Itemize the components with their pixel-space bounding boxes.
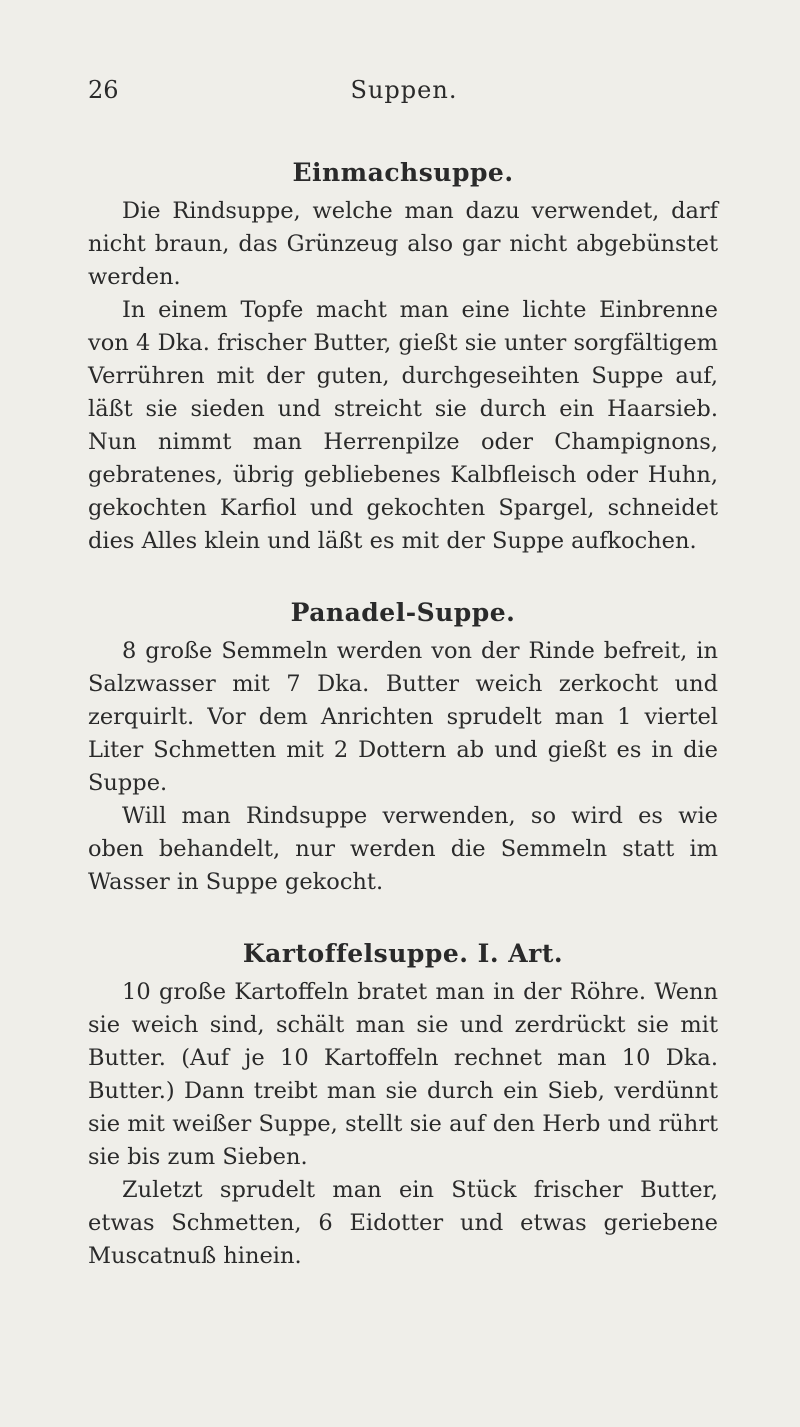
paragraph: In einem Topfe macht man eine lichte Einbrenne von 4 Dka. frischer Butter, gießt sie unter sorgfältigem Verrühren mit der guten, durchgeseihten Suppe auf, läßt sie sieden und streicht sie durch ein Haarsieb. Nun nimmt man Herrenpilze oder Champignons, gebratenes, übrig gebliebenes Kalbfleisch oder Huhn, gekochten Karfiol und gekochten Spargel, schneidet dies Alles klein und läßt es mit der Suppe aufkochen. xyxy=(88,297,718,554)
section-title: Panadel-Suppe. xyxy=(290,598,516,627)
page-header xyxy=(88,76,720,110)
section-title: Einmachsuppe. xyxy=(292,158,514,187)
paragraph: 10 große Kartoffeln bratet man in der Röhre. Wenn sie weich sind, schält man sie und zerdrückt sie mit Butter. (Auf je 10 Kartoffeln rechnet man 10 Dka. Butter.) Dann treibt man sie durch ein Sieb, verdünnt sie mit weißer Suppe, stellt sie auf den Herb und rührt sie bis zum Sieben. xyxy=(88,979,718,1170)
paragraph: 8 große Semmeln werden von der Rinde befreit, in Salzwasser mit 7 Dka. Butter weich zerkocht und zerquirlt. Vor dem Anrichten sprudelt man 1 viertel Liter Schmetten mit 2 Dottern ab und gießt es in die Suppe. xyxy=(88,638,718,796)
page-body xyxy=(88,158,718,1273)
paragraph: Zuletzt sprudelt man ein Stück frischer Butter, etwas Schmetten, 6 Eidotter und etwas geriebene Muscatnuß hinein. xyxy=(88,1177,718,1269)
recipe-section xyxy=(88,939,718,1273)
recipe-section xyxy=(88,598,718,899)
running-title: Suppen. xyxy=(350,76,458,104)
section-title: Kartoffelsuppe. I. Art. xyxy=(242,939,564,968)
paragraph: Die Rindsuppe, welche man dazu verwendet, darf nicht braun, das Grünzeug also gar nicht abgebünstet werden. xyxy=(88,198,718,290)
paragraph: Will man Rindsuppe verwenden, so wird es wie oben behandelt, nur werden die Semmeln statt im Wasser in Suppe gekocht. xyxy=(88,803,718,895)
recipe-section xyxy=(88,158,718,558)
page-number: 26 xyxy=(88,76,119,104)
